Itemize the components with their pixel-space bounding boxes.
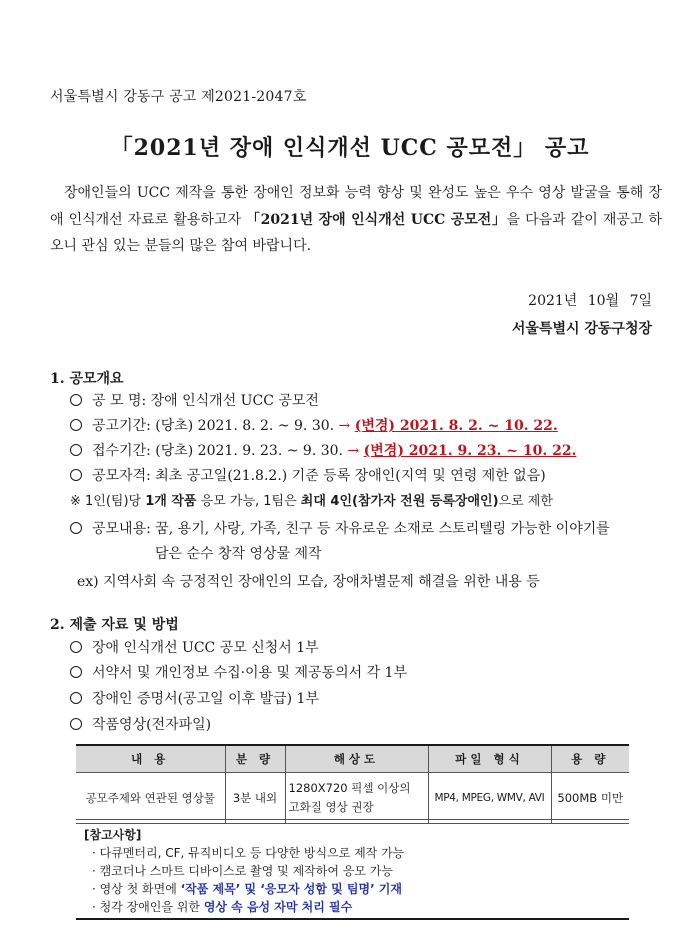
reference-line: · 청각 장애인을 위한 영상 속 음성 자막 처리 필수 xyxy=(92,900,353,914)
bullet-circle-icon xyxy=(70,692,82,704)
section-2-heading: 2. 제출 자료 및 방법 xyxy=(50,617,179,633)
reference-box xyxy=(76,819,629,920)
receipt-period-original: 접수기간: (당초) 2021. 9. 23. ~ 9. 30. xyxy=(92,443,348,459)
table-header: 분 량 xyxy=(225,745,285,773)
right-arrow-icon: → xyxy=(347,443,360,459)
submission-item: 서약서 및 개인정보 수집·이용 및 제공동의서 각 1부 xyxy=(70,662,407,682)
content-continuation: 담은 순수 창작 영상물 제작 xyxy=(155,546,322,562)
table-row xyxy=(76,773,629,824)
table-cell: 공모주제와 연관된 영상물 xyxy=(76,773,225,824)
intro-text-2: 을 다음과 같이 재공고 하오니 관심 있는 분들의 많은 참여 바랍니다. xyxy=(50,211,662,254)
issuer: 서울특별시 강동구청장 xyxy=(511,321,652,337)
page-title: 「2021년 장애 인식개선 UCC 공모전」 공고 xyxy=(110,135,590,161)
bullet-circle-icon xyxy=(70,394,82,406)
bullet-circle-icon xyxy=(70,469,82,481)
bullet-circle-icon xyxy=(70,666,82,678)
qualification-item xyxy=(70,465,546,485)
video-spec-table xyxy=(76,744,629,824)
reference-line: · 영상 첫 화면에 ‘작품 제목’ 및 ‘응모자 성함 및 팀명’ 기재 xyxy=(92,882,402,896)
bullet-circle-icon xyxy=(70,444,82,456)
intro-contest-name: 「2021년 장애 인식개선 UCC 공모전」 xyxy=(246,211,507,228)
table-header: 용 량 xyxy=(551,745,629,773)
intro-paragraph xyxy=(50,180,662,260)
bullet-circle-icon xyxy=(70,419,82,431)
submission-item: 장애 인식개선 UCC 공모 신청서 1부 xyxy=(70,637,319,657)
table-cell: 1280X720 픽셀 이상의 고화질 영상 권장 xyxy=(285,773,428,824)
submission-item: 장애인 증명서(공고일 이후 발급) 1부 xyxy=(70,688,319,708)
reference-heading: [참고사항] xyxy=(84,828,142,842)
contest-name-item xyxy=(70,390,319,410)
receipt-period-changed: (변경) 2021. 9. 23. ~ 10. 22. xyxy=(363,443,577,459)
notice-number: 서울특별시 강동구 공고 제2021-2047호 xyxy=(50,89,307,105)
content-item xyxy=(70,518,610,538)
receipt-period-item xyxy=(70,440,576,460)
reference-line: · 캠코더나 스마트 디바이스로 촬영 및 제작하여 응모 가능 xyxy=(92,864,393,878)
bullet-circle-icon xyxy=(70,718,82,730)
table-cell: 3분 내외 xyxy=(225,773,285,824)
bullet-circle-icon xyxy=(70,641,82,653)
right-arrow-icon: → xyxy=(338,418,351,434)
table-cell: 500MB 미만 xyxy=(551,773,629,824)
table-header: 파일 형식 xyxy=(428,745,551,773)
participation-note: ※ 1인(팀)당 1개 작품 응모 가능, 1팀은 최대 4인(참가자 전원 등록장애인)으로 제한 xyxy=(70,494,553,509)
reference-line: · 다큐멘터리, CF, 뮤직비디오 등 다양한 방식으로 제작 가능 xyxy=(92,846,405,860)
table-header: 내 용 xyxy=(76,745,225,773)
intro-text-1: 장애인들의 UCC 제작을 통한 장애인 정보화 능력 향상 및 완성도 높은 우수 영상 발굴을 통해 장애 인식개선 자료로 활용하고자 xyxy=(50,185,662,228)
contest-name-text: 공 모 명: 장애 인식개선 UCC 공모전 xyxy=(92,393,319,409)
bullet-circle-icon xyxy=(70,522,82,534)
submission-item: 작품영상(전자파일) xyxy=(70,714,211,734)
section-1-heading: 1. 공모개요 xyxy=(50,371,124,387)
table-header-row xyxy=(76,745,629,773)
notice-date: 2021년 10월 7일 xyxy=(528,293,652,309)
notice-period-changed: (변경) 2021. 8. 2. ~ 10. 22. xyxy=(354,418,558,434)
qualification-text: 공모자격: 최초 공고일(21.8.2.) 기준 등록 장애인(지역 및 연령 제한 없음) xyxy=(92,468,546,484)
notice-period-item xyxy=(70,415,558,435)
table-cell: MP4, MPEG, WMV, AVI xyxy=(428,773,551,824)
table-header: 해상도 xyxy=(285,745,428,773)
content-text: 공모내용: 꿈, 용기, 사랑, 가족, 친구 등 자유로운 소재로 스토리텔링 가능한 이야기를 xyxy=(92,521,610,537)
notice-period-original: 공고기간: (당초) 2021. 8. 2. ~ 9. 30. xyxy=(92,418,339,434)
example-text: ex) 지역사회 속 긍정적인 장애인의 모습, 장애차별문제 해결을 위한 내용 등 xyxy=(77,574,540,590)
